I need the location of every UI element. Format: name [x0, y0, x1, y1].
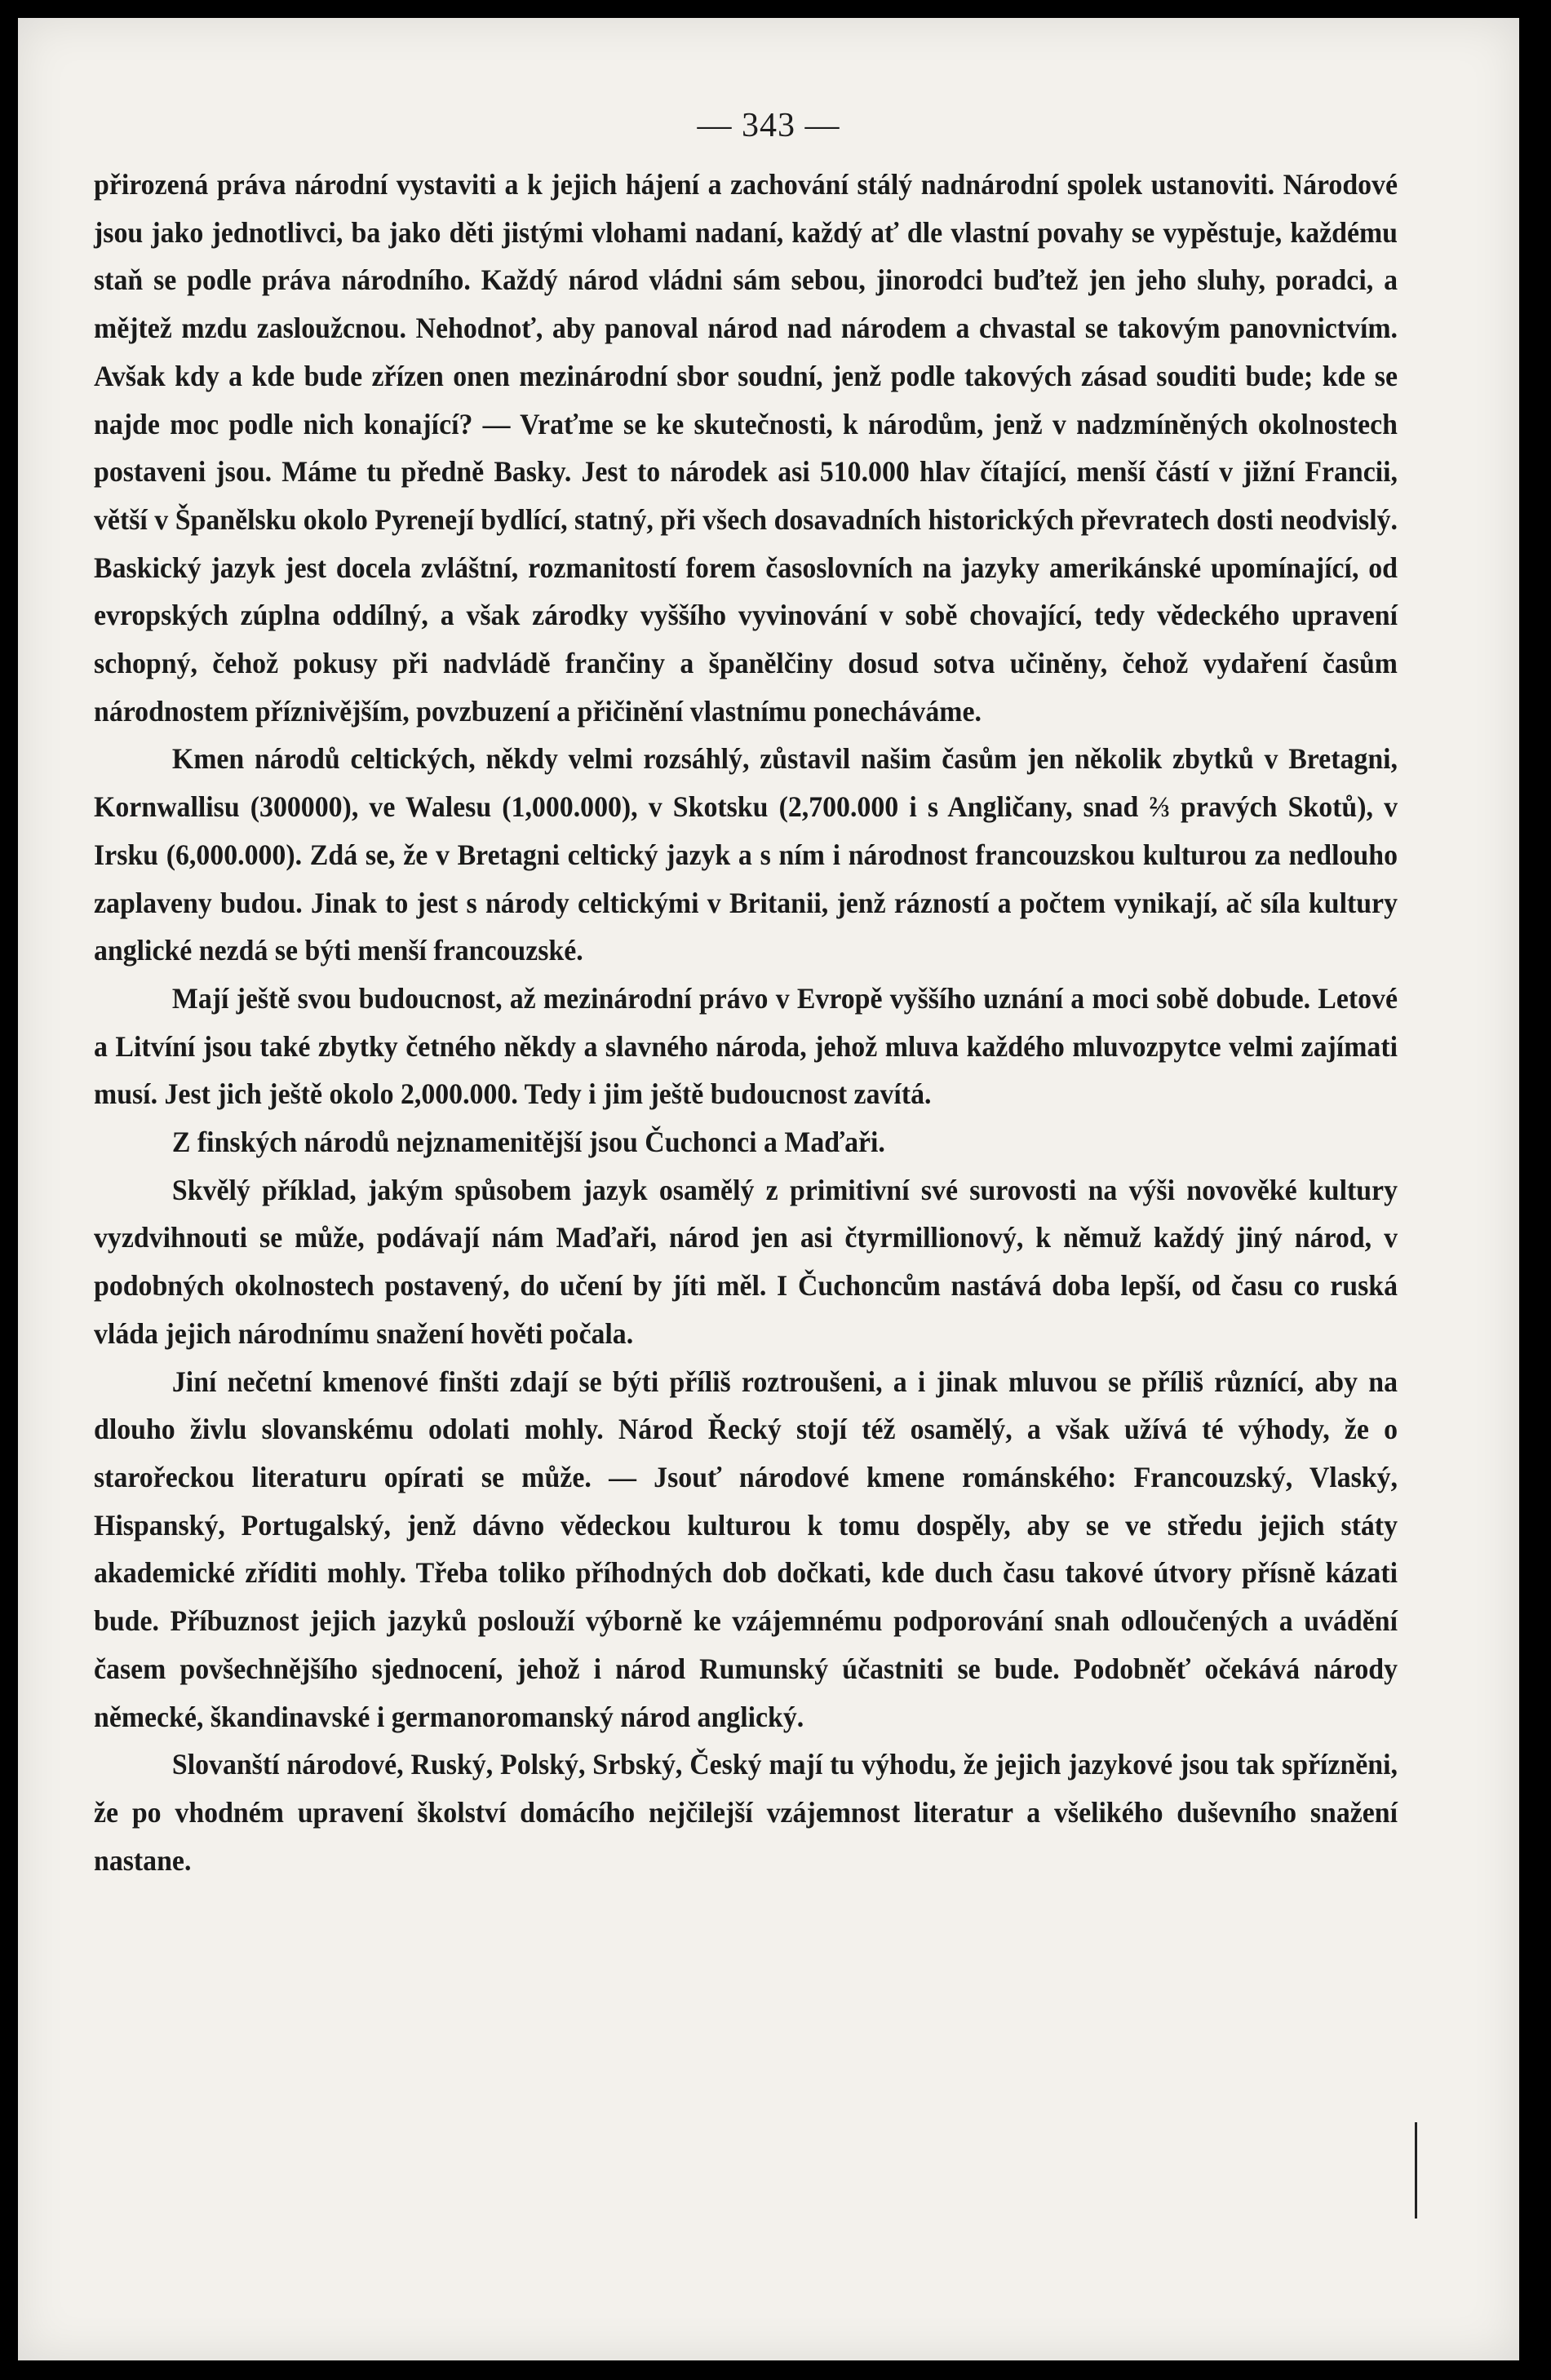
paragraph-6: Jiní nečetní kmenové finšti zdají se býti příliš roztroušeni, a i jinak mluvou se příliš různící, aby na dlouho živlu slovanskému odolati mohly. Národ Řecký stojí též osamělý, a však užívá té výhody, že o starořeckou literaturu opírati se může. — Jsouť národové kmene románského: Francouzský, Vlaský, Hispanský, Portugalský, jenž dávno vědeckou kulturou k tomu dospěly, aby se ve středu jejich státy akademické zříditi mohly. Třeba toliko příhodných dob dočkati, kde duch času takové útvory přísně kázati bude. Příbuznost jejich jazyků poslouží výborně ke vzájemnému podporování snah odloučených a uvádění časem povšechnějšího sjednocení, jehož i národ Rumunský účastniti se bude. Podobněť očekává národy německé, škandinavské i germanoromanský národ anglický.: [94, 1365, 1398, 1733]
page-number: — 343 —: [697, 107, 840, 144]
paragraph-7: Slovanští národové, Ruský, Polský, Srbský, Český mají tu výhodu, že jejich jazykové jsou tak spřízněni, že po vhodném upravení školství domácího nejčilejší vzájemnost literatur a všelikého duševního snažení nastane.: [94, 1748, 1398, 1877]
book-page: [18, 18, 1519, 2360]
paragraph-2: Kmen národů celtických, někdy velmi rozsáhlý, zůstavil našim časům jen několik zbytků v Bretagni, Kornwallisu (300000), ve Walesu (1,000.000), v Skotsku (2,700.000 i s Angličany, snad ⅔ pravých Skotů), v Irsku (6,000.000). Zdá se, že v Bretagni celtický jazyk a s ním i národnost francouzskou kulturou za nedlouho zaplaveny budou. Jinak to jest s národy celtickými v Britanii, jenž rázností a počtem vynikají, ač síla kultury anglické nezdá se býti menší francouzské.: [94, 742, 1398, 967]
margin-bracket-mark: [1415, 2122, 1422, 2219]
paragraph-5: Skvělý příklad, jakým spůsobem jazyk osamělý z primitivní své surovosti na výši novověké kultury vyzdvihnouti se může, podávají nám Maďaři, národ jen asi čtyrmillionový, k němuž každý jiný národ, v podobných okolnostech postavený, do učení by jíti měl. I Čuchoncům nastává doba lepší, od času co ruská vláda jejich národnímu snažení hověti počala.: [94, 1173, 1398, 1350]
body-text: [94, 161, 1398, 1884]
paragraph-3: Mají ještě svou budoucnost, až mezinárodní právo v Evropě vyššího uznání a moci sobě dobude. Letové a Litvíní jsou také zbytky četného někdy a slavného národa, jehož mluva každého mluvozpytce velmi zajímati musí. Jest jich ještě okolo 2,000.000. Tedy i jim ještě budoucnost zavítá.: [94, 981, 1398, 1111]
paragraph-4: Z finských národů nejznamenitější jsou Čuchonci a Maďaři.: [171, 1126, 885, 1159]
paragraph-1: přirozená práva národní vystaviti a k jejich hájení a zachování stálý nadnárodní spolek ustanoviti. Národové jsou jako jednotlivci, ba jako děti jistými vlohami nadaní, každý ať dle vlastní povahy se vypěstuje, každému staň se podle práva národního. Každý národ vládni sám sebou, jinorodci buďtež jen jeho sluhy, poradci, a mějtež mzdu zasloužcnou. Nehodnoť, aby panoval národ nad národem a chvastal se takovým panovnictvím. Avšak kdy a kde bude zřízen onen mezinárodní sbor soudní, jenž podle takových zásad souditi bude; kde se najde moc podle nich konající? — Vraťme se ke skutečnosti, k národům, jenž v nadzmíněných okolnostech postaveni jsou. Máme tu předně Basky. Jest to národek asi 510.000 hlav čítající, menší částí v jižní Francii, větší v Španělsku okolo Pyrenejí bydlící, statný, při všech dosavadních historických převratech dosti neodvislý. Baskický jazyk jest docela zvláštní, rozmanitostí forem časoslovních na jazyky amerikánské upomínající, od evropských zúplna oddílný, a však zárodky vyššího vyvinování v sobě chovající, tedy vědeckého upravení schopný, čehož pokusy při nadvládě frančiny a španělčiny dosud sotva učiněny, čehož vydaření časům národnostem příznivějším, povzbuzení a přičinění vlastnímu ponecháváme.: [94, 168, 1398, 728]
